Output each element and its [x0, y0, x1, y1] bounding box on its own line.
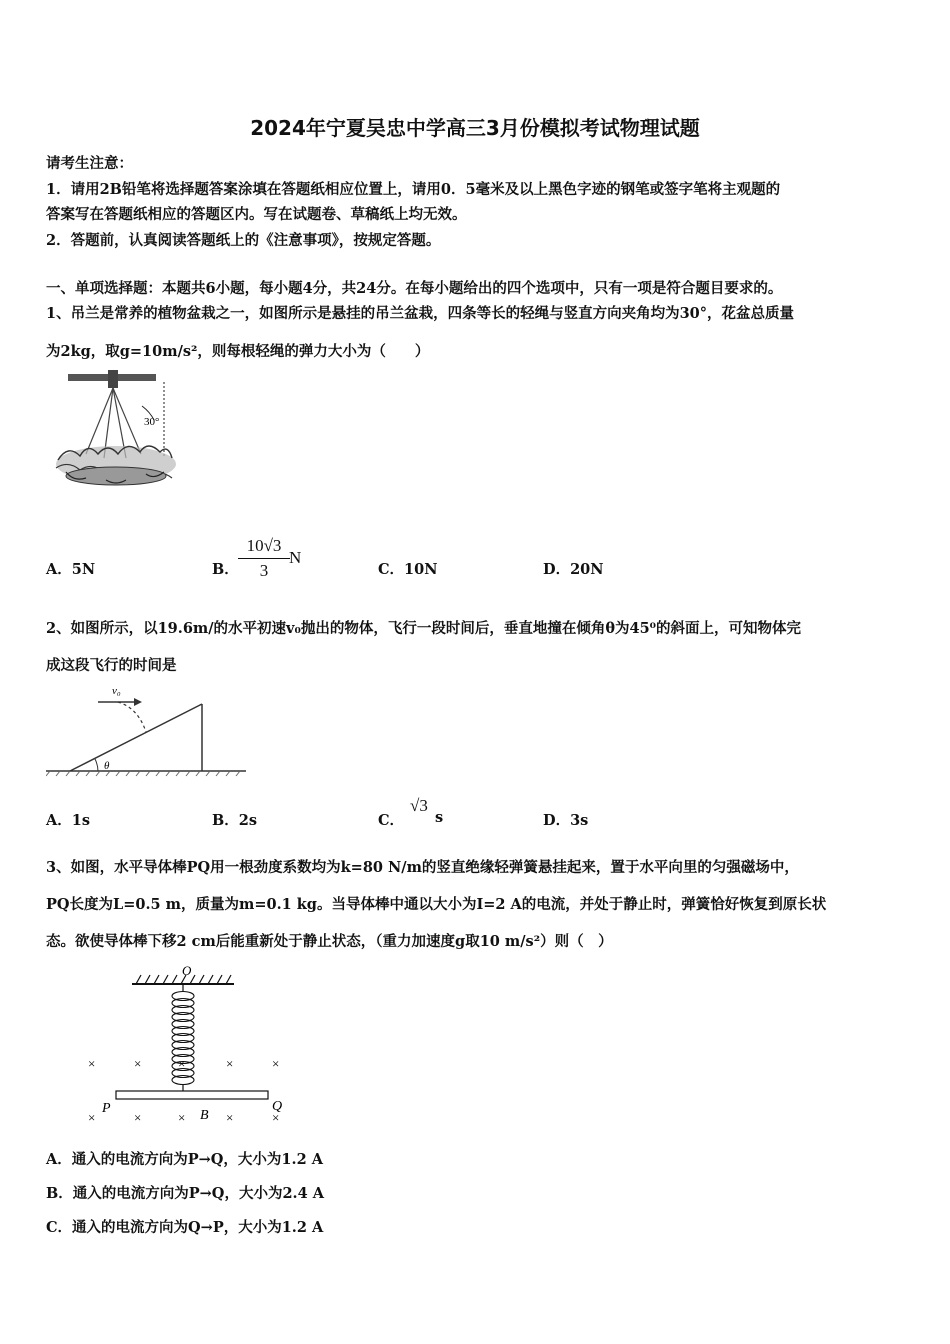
q2-option-d: D．3s — [543, 812, 589, 829]
q3-fig-B: B — [200, 1108, 209, 1123]
conductor-rod-PQ — [116, 1091, 268, 1099]
q3-fig-Q: Q — [272, 1099, 283, 1114]
q3-line-1: 3、如图，水平导体棒PQ用一根劲度系数均为k=80 N/m的竖直绝缘轻弹簧悬挂起来，置于水平向里的匀强磁场中， — [46, 859, 799, 876]
q2-fig-v0: v₀ — [112, 685, 121, 697]
fraction-denominator: 3 — [259, 561, 269, 580]
q1-line-2: 为2kg，取g=10m/s²，则每根轻绳的弹力大小为（ ） — [46, 343, 430, 360]
incline-surface — [70, 704, 202, 771]
q3-option-c: C．通入的电流方向为Q→P，大小为1.2 A — [46, 1219, 324, 1236]
q2-option-c-root: √3 — [410, 796, 428, 815]
section-heading: 一、单项选择题：本题共6小题，每小题4分，共24分。在每小题给出的四个选项中，只有一项是符合题目要求的。 — [46, 280, 783, 297]
trajectory-curve — [118, 702, 146, 732]
svg-text:×: × — [134, 1056, 142, 1071]
fraction-numerator: 10√3 — [238, 536, 290, 559]
q3-fig-P: P — [102, 1101, 111, 1116]
q3-spring-figure — [80, 960, 295, 1125]
q2-line-2: 成这段飞行的时间是 — [46, 657, 177, 674]
q1-hanging-basket-figure — [46, 368, 191, 498]
q2-option-c-prefix: C． — [378, 812, 405, 829]
notice-line-2: 2．答题前，认真阅读答题纸上的《注意事项》，按规定答题。 — [46, 232, 441, 249]
svg-text:×: × — [178, 1110, 186, 1125]
q1-option-d: D．20N — [543, 561, 604, 578]
q1-option-a: A．5N — [46, 561, 96, 578]
hook — [108, 370, 118, 388]
q1-fig-angle-label: 30° — [144, 416, 160, 428]
q1-line-1: 1、吊兰是常养的植物盆栽之一，如图所示是悬挂的吊兰盆栽，四条等长的轻绳与竖直方向夹角均为30°，花盆总质量 — [46, 305, 795, 322]
svg-text:×: × — [226, 1056, 234, 1071]
q2-line-1: 2、如图所示，以19.6m/的水平初速v₀抛出的物体，飞行一段时间后，垂直地撞在倾角θ为45⁰的斜面上，可知物体完 — [46, 620, 802, 637]
q3-option-b: B．通入的电流方向为P→Q，大小为2.4 A — [46, 1185, 324, 1202]
svg-text:×: × — [226, 1110, 234, 1125]
q1-option-b-fraction — [238, 536, 290, 581]
svg-text:×: × — [272, 1056, 280, 1071]
q1-option-b-prefix: B． — [212, 561, 239, 578]
svg-text:×: × — [134, 1110, 142, 1125]
q2-option-b: B．2s — [212, 812, 258, 829]
notice-line-1a: 1．请用2B铅笔将选择题答案涂填在答题纸相应位置上，请用0．5毫米及以上黑色字迹的钢笔或签字笔将主观题的 — [46, 181, 781, 198]
q3-option-a: A．通入的电流方向为P→Q，大小为1.2 A — [46, 1151, 323, 1168]
page-title: 2024年宁夏吴忠中学高三3月份模拟考试物理试题 — [250, 116, 700, 140]
svg-text:×: × — [178, 1056, 186, 1071]
svg-text:×: × — [272, 1110, 280, 1125]
q3-line-3: 态。欲使导体棒下移2 cm后能重新处于静止状态，（重力加速度g取10 m/s²）则（ ） — [46, 933, 613, 950]
q2-fig-theta: θ — [104, 760, 110, 772]
q3-fig-O: O — [182, 963, 192, 978]
svg-text:×: × — [88, 1056, 96, 1071]
q2-incline-figure — [46, 680, 251, 780]
notice-heading: 请考生注意： — [46, 155, 133, 172]
notice-line-1b: 答案写在答题纸相应的答题区内。写在试题卷、草稿纸上均无效。 — [46, 206, 467, 223]
q2-option-c-unit: s — [435, 809, 444, 826]
q1-option-b-unit: N — [289, 548, 302, 567]
q3-line-2: PQ长度为L=0.5 m，质量为m=0.1 kg。当导体棒中通以大小为I=2 A的电流，并处于静止时，弹簧恰好恢复到原长状 — [46, 896, 827, 913]
q2-option-a: A．1s — [46, 812, 91, 829]
q1-option-c: C．10N — [378, 561, 438, 578]
svg-text:×: × — [88, 1110, 96, 1125]
